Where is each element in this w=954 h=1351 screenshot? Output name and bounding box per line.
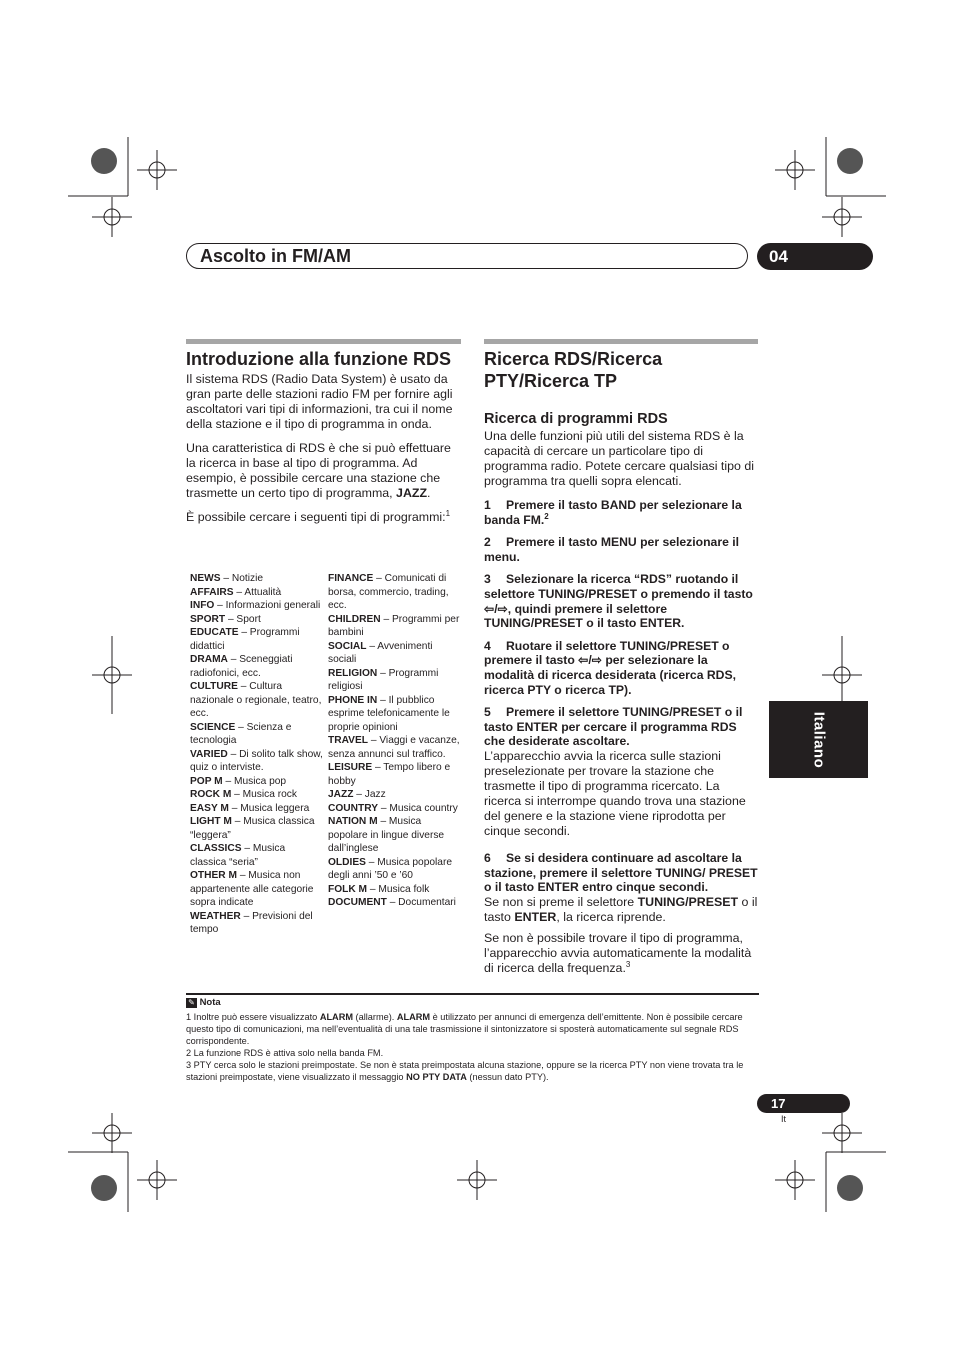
note-header: ✎ Nota <box>186 996 759 1009</box>
left-column <box>186 348 462 531</box>
left-heading-rule <box>186 339 461 344</box>
program-type-item: CULTURE – Cultura nazionale o regionale, teatro, ecc. <box>190 681 322 719</box>
page-number-badge: 17 <box>757 1094 850 1113</box>
step-5-description: L’apparecchio avvia la ricerca sulle stazioni preselezionate per trovare la stazione che trasmette il tipo di programma ricercato. La ricerca si interrompe quando trova una stazione del genere e la stazione viene riprodotta per cinque secondi. <box>484 748 746 838</box>
program-type-item: OTHER M – Musica non appartenente alle categorie sopra indicate <box>190 870 314 908</box>
program-type-item: LIGHT M – Musica classica “leggera” <box>190 816 315 841</box>
step-6: 6 Se si desidera continuare ad ascoltare la stazione, premere il selettore TUNING/ PRESET o il tasto ENTER entro cinque secondi. <box>484 850 758 895</box>
program-type-item: POP M – Musica pop <box>190 775 287 787</box>
step-1: 1 Premere il tasto BAND per selezionare la banda FM.$^2$ <box>484 498 742 527</box>
step-3: 3 Selezionare la ricerca “RDS” ruotando il selettore TUNING/PRESET o premendo il tasto ⇦/⇨, quindi premere il selettore TUNING/PRESET o il tasto ENTER. <box>484 572 753 631</box>
right-subheading: Ricerca di programmi RDS <box>484 411 668 427</box>
note-2: 2 La funzione RDS è attiva solo nella banda FM. <box>186 1048 384 1058</box>
language-label: Italiano <box>810 711 827 768</box>
step-2: 2 Premere il tasto MENU per selezionare il menu. <box>484 535 740 564</box>
chapter-number-badge: 04 <box>757 243 873 270</box>
language-tab <box>769 701 868 778</box>
program-type-item: FINANCE – Comunicati di borsa, commercio, trading, ecc. <box>328 573 449 611</box>
program-type-item: LEISURE – Tempo libero e hobby <box>328 762 451 787</box>
program-type-item: ROCK M – Musica rock <box>190 789 297 800</box>
program-type-item: DOCUMENT – Documentari <box>328 897 456 908</box>
pty-paragraph: Una caratteristica di RDS è che si può effettuare la ricerca in base al tipo di programma. Ad esempio, è possibile cercare una stazione che trasmette un certo tipo di programma, JAZZ. <box>186 441 451 500</box>
types-intro: È possibile cercare i seguenti tipi di programmi:$^1$ <box>186 508 451 524</box>
program-type-item: VARIED – Di solito talk show, quiz o interviste. <box>190 748 323 773</box>
program-type-item: PHONE IN – Il pubblico esprime telefonicamente le proprie opinioni <box>328 694 450 733</box>
program-type-item: RELIGION – Programmi religiosi <box>328 667 439 692</box>
program-type-item: EDUCATE – Programmi didattici <box>190 627 300 652</box>
program-type-item: SCIENCE – Scienza e tecnologia <box>190 721 292 746</box>
program-type-item: NATION M – Musica popolare in lingue diverse dall’inglese <box>328 816 445 854</box>
final-paragraph: Se non è possibile trovare il tipo di programma, l’apparecchio avvia automaticamente la modalità di ricerca della frequenza.$^3$ <box>484 930 752 975</box>
note-1: 1 Inoltre può essere visualizzato ALARM (allarme). ALARM è utilizzato per annunci di emergenza dell’emittente. Non è possibile cercare questo tipo di comunicazioni, ma nell’eventualità di una tale trasmissione il sintonizzatore si sposterà automaticamente sul segnale RDS corrispondente. <box>186 1012 743 1046</box>
program-type-item: DRAMA – Sceneggiati radiofonici, ecc. <box>190 654 293 679</box>
program-type-item: COUNTRY – Musica country <box>328 802 458 814</box>
program-type-item: SOCIAL – Avvenimenti sociali <box>328 640 433 665</box>
left-heading: Introduzione alla funzione RDS <box>186 349 451 369</box>
page-language-code: It <box>781 1114 787 1124</box>
program-type-item: INFO – Informazioni generali <box>190 600 321 611</box>
program-type-item: AFFAIRS – Attualità <box>190 586 282 598</box>
program-type-item: SPORT – Sport <box>190 613 261 625</box>
program-type-item: OLDIES – Musica popolare degli anni ’50 e ’60 <box>328 856 453 881</box>
notes <box>186 996 759 1083</box>
program-type-item: NEWS – Notizie <box>190 573 264 584</box>
program-type-item: JAZZ – Jazz <box>328 789 386 800</box>
step-5: 5 Premere il selettore TUNING/PRESET o il tasto ENTER per cercare il programma RDS che desiderate ascoltare. <box>484 705 743 749</box>
program-type-item: CLASSICS – Musica classica “seria” <box>190 843 286 868</box>
section-title: Ascolto in FM/AM <box>200 246 351 266</box>
program-types-col2 <box>328 572 462 910</box>
note-rule <box>186 993 759 995</box>
right-intro: Una delle funzioni più utili del sistema RDS è la capacità di cercare un particolare tipo di programma radio. Potete cercare qualsiasi tipo di programma tra quelli sopra elencati. <box>484 429 754 488</box>
program-type-item: FOLK M – Musica folk <box>328 883 430 895</box>
program-type-item: WEATHER – Previsioni del tempo <box>190 910 313 935</box>
program-type-item: EASY M – Musica leggera <box>190 802 310 814</box>
program-type-item: TRAVEL – Viaggi e vacanze, senza annunci sul traffico. <box>328 735 460 760</box>
intro-paragraph: Il sistema RDS (Radio Data System) è usato da gran parte delle stazioni radio FM per fornire agli ascoltatori vari tipi di informazioni, tra cui il nome della stazione e il tipo di programma in onda. <box>186 372 453 431</box>
program-type-item: CHILDREN – Programmi per bambini <box>328 613 460 638</box>
note-icon: ✎ <box>186 998 197 1008</box>
steps-list <box>484 498 758 925</box>
program-types-col1 <box>190 572 324 937</box>
right-heading: Ricerca RDS/Ricerca PTY/Ricerca TP <box>484 349 663 391</box>
right-column <box>484 348 758 982</box>
right-heading-rule <box>484 339 758 344</box>
step-6-description: Se non si preme il selettore TUNING/PRESET o il tasto ENTER, la ricerca riprende. <box>484 894 758 924</box>
note-3: 3 PTY cerca solo le stazioni preimpostate. Se non è stata preimpostata alcuna stazione, oppure se la ricerca PTY non viene trovata tra le stazioni preimpostate, viene visualizzato il messaggio NO PTY DATA (nessun dato PTY). <box>186 1060 744 1082</box>
step-4: 4 Ruotare il selettore TUNING/PRESET o premere il tasto ⇦/⇨ per selezionare la modalità di ricerca desiderata (ricerca RDS, ricerca PTY o ricerca TP). <box>484 638 736 697</box>
